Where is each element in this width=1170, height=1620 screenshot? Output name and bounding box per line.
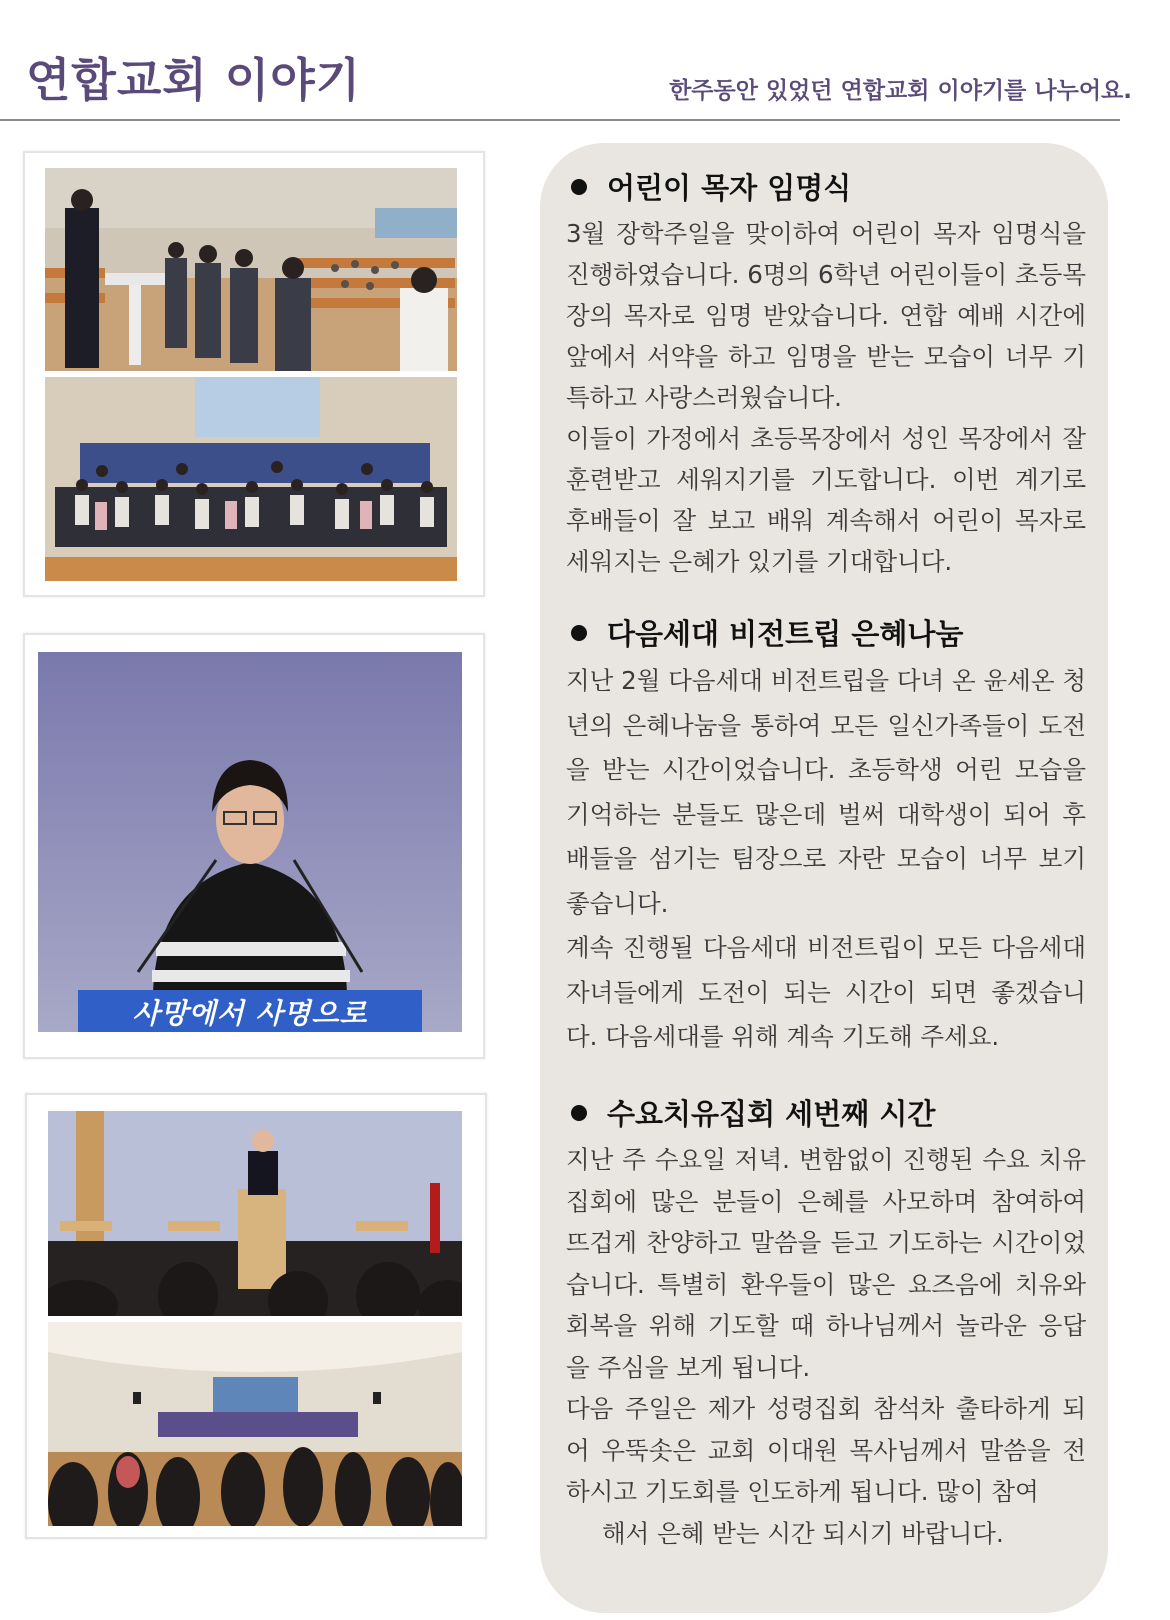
bullet-icon: [571, 1105, 587, 1121]
section-vision-trip-sharing: [566, 612, 1086, 1060]
photo-healing-preacher: [48, 1111, 462, 1316]
section-heading: 수요치유집회 세번째 시간: [607, 1097, 936, 1131]
section-child-shepherd-ordination: [566, 166, 1086, 582]
section-paragraph: 계속 진행될 다음세대 비전트립이 모든 다음세대 자녀들에게 도전이 되는 시간이 되면 좋겠습니다. 다음세대를 위해 계속 기도해 주세요.: [566, 933, 1086, 1051]
section-paragraph: 다음 주일은 제가 성령집회 참석차 출타하게 되어 우뚝솟은 교회 이대원 목사님께서 말씀을 전하시고 기도회를 인도하게 됩니다. 많이 참여: [566, 1394, 1086, 1506]
section-paragraph: 3월 장학주일을 맞이하여 어린이 목자 임명식을 진행하였습니다. 6명의 6학년 어린이들이 초등목장의 목자로 임명 받았습니다. 연합 예배 시간에 앞에서 서약을 하고 임명을 받는 모습이 너무 기특하고 사랑스러웠습니다.: [566, 219, 1086, 412]
section-paragraph: 이들이 가정에서 초등목장에서 성인 목장에서 잘 훈련받고 세워지기를 기도합니다. 이번 계기로 후배들이 잘 보고 배워 계속해서 어린이 목자로 세워지는 은혜가 있기를 기대합니다.: [566, 424, 1086, 576]
photo-ordination-group: [45, 377, 457, 581]
header-divider: [0, 119, 1120, 121]
photo-ordination-pledge: [45, 168, 457, 371]
section-heading: 다음세대 비전트립 은혜나눔: [607, 617, 964, 651]
section-wednesday-healing-service: [566, 1092, 1086, 1554]
section-heading: 어린이 목자 임명식: [607, 171, 852, 205]
section-closing-line: 해서 은혜 받는 시간 되시기 바랍니다.: [602, 1518, 1004, 1548]
page-title: 연합교회 이야기: [26, 53, 362, 107]
section-paragraph: 지난 주 수요일 저녁. 변함없이 진행된 수요 치유집회에 많은 분들이 은혜를 사모하며 참여하여 뜨겁게 찬양하고 말씀을 듣고 기도하는 시간이었습니다. 특별히 환우들이 많은 요즈음에 치유와 회복을 위해 기도할 때 하나님께서 놀라운 응답을 주심을 보게 됩니다.: [566, 1145, 1086, 1382]
page-subtitle: 한주동안 있었던 연합교회 이야기를 나누어요.: [669, 78, 1132, 104]
bullet-icon: [571, 179, 587, 195]
photo-healing-congregation: [48, 1322, 462, 1526]
photo-banner-caption: 사망에서 사명으로: [132, 997, 368, 1030]
bullet-icon: [571, 625, 587, 641]
photo-vision-trip-speaker: [38, 652, 462, 1032]
section-paragraph: 지난 2월 다음세대 비전트립을 다녀 온 윤세온 청년의 은혜나눔을 통하여 모든 일신가족들이 도전을 받는 시간이었습니다. 초등학생 어린 모습을 기억하는 분들도 많은데 벌써 대학생이 되어 후배들을 섬기는 팀장으로 자란 모습이 너무 보기 좋습니다.: [566, 666, 1086, 918]
